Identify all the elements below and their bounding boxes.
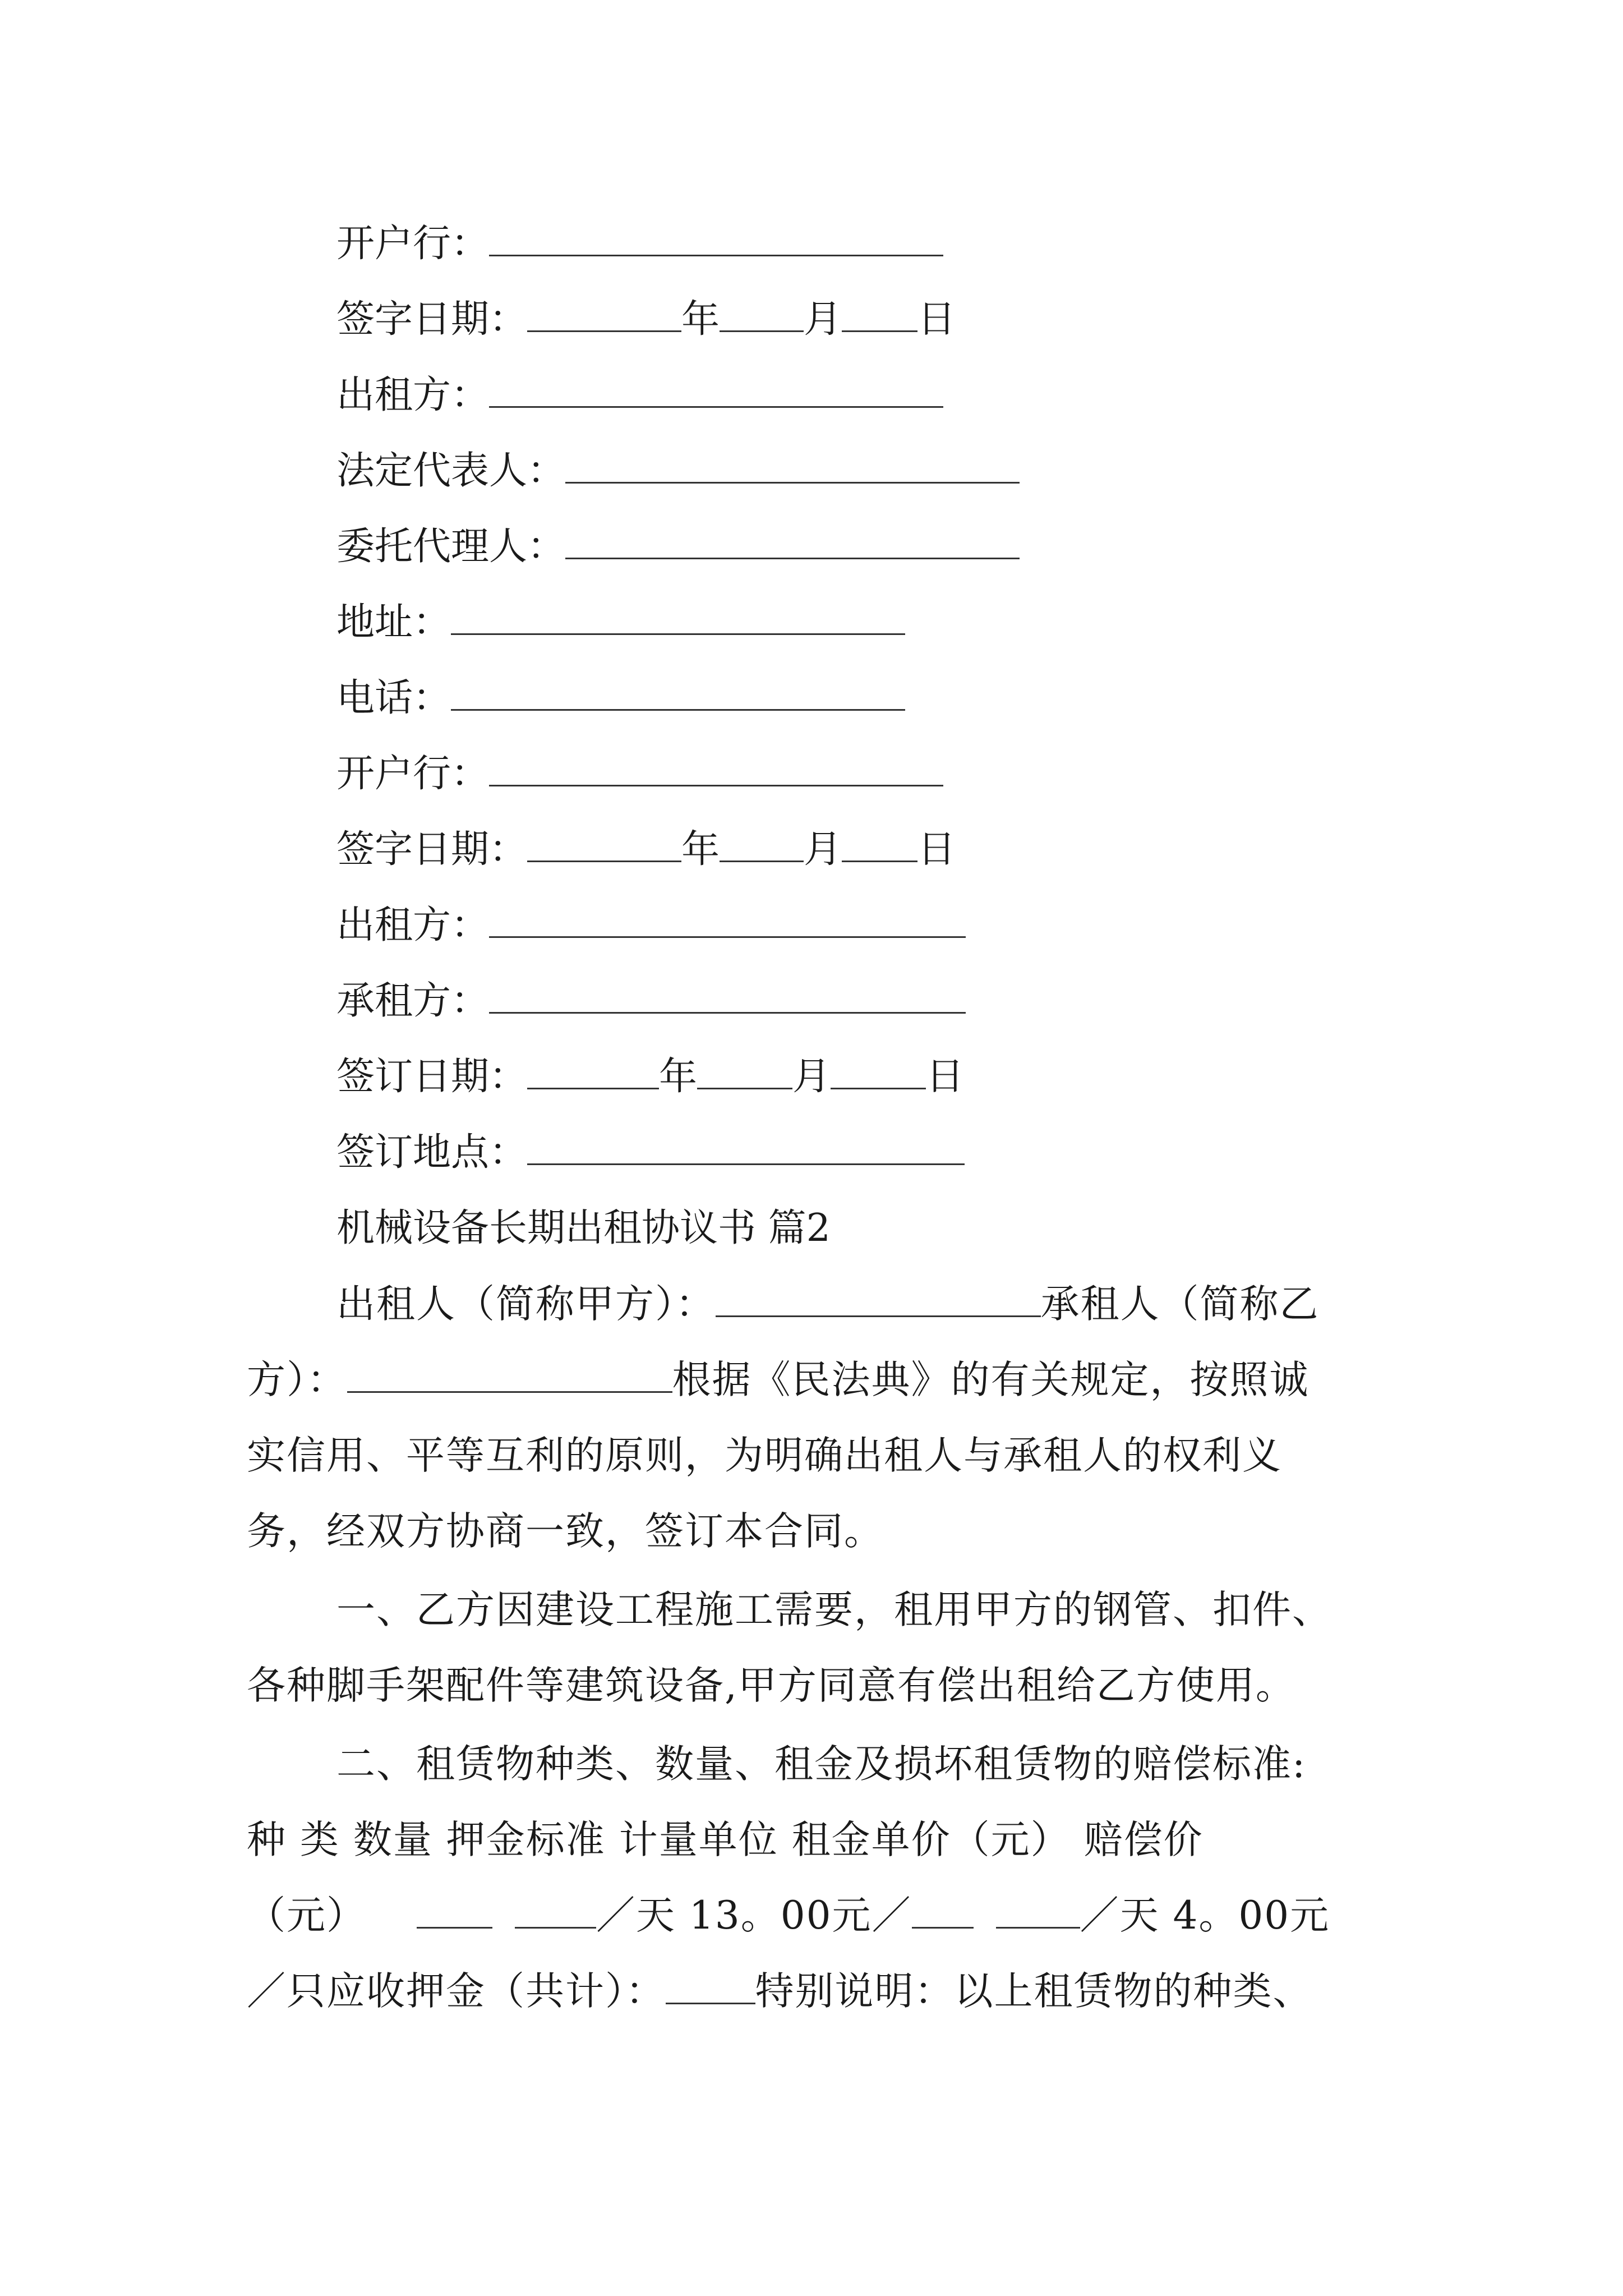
month-blank-2[interactable] bbox=[720, 829, 804, 862]
year-label: 年 bbox=[681, 297, 720, 342]
deposit-total-blank[interactable] bbox=[666, 1971, 755, 2004]
lessor-blank-2[interactable] bbox=[489, 905, 966, 938]
intro-line-2 bbox=[247, 1358, 1310, 1402]
intro-line-3: 实信用、平等互利的原则，为明确出租人与承租人的权利义 bbox=[247, 1433, 1282, 1478]
year-blank[interactable] bbox=[527, 299, 681, 332]
lessor-label: 出租人（简称甲方）： bbox=[336, 1282, 716, 1327]
field-label: 开户行： bbox=[336, 752, 490, 796]
deposit-total-label: ／只应收押金（共计）： bbox=[247, 1969, 666, 2014]
legal-rep-blank[interactable] bbox=[565, 450, 1020, 484]
day-label: 日 bbox=[917, 297, 956, 342]
year-blank-3[interactable] bbox=[527, 1056, 659, 1089]
clause-2-line-1: 二、租赁物种类、数量、租金及损坏租赁物的赔偿标准: bbox=[336, 1742, 1307, 1787]
lessee-label: 承租人（简称乙 bbox=[1040, 1282, 1320, 1327]
sign-date-field bbox=[336, 297, 956, 342]
year-label: 年 bbox=[659, 1055, 698, 1099]
table-row-2 bbox=[247, 1969, 1313, 2014]
intro-text: 方）： bbox=[247, 1358, 347, 1402]
month-label: 月 bbox=[804, 827, 842, 872]
agent-field bbox=[336, 524, 1020, 569]
bank-blank[interactable] bbox=[489, 223, 943, 256]
field-label: 委托代理人： bbox=[336, 524, 566, 569]
legal-rep-field bbox=[336, 449, 1020, 494]
day-label: 日 bbox=[917, 827, 956, 872]
day-blank-3[interactable] bbox=[831, 1056, 926, 1089]
field-label: 承租方： bbox=[336, 979, 490, 1023]
month-label: 月 bbox=[804, 297, 842, 342]
field-label: 电话： bbox=[336, 676, 451, 720]
item-blank[interactable] bbox=[912, 1895, 974, 1929]
phone-blank[interactable] bbox=[451, 678, 905, 711]
field-label: 签字日期： bbox=[336, 827, 528, 872]
field-label: 签订地点： bbox=[336, 1130, 528, 1175]
field-label: 出租方： bbox=[336, 373, 490, 417]
year-blank-2[interactable] bbox=[527, 829, 681, 862]
item-blank-2[interactable] bbox=[996, 1895, 1080, 1929]
month-blank-3[interactable] bbox=[697, 1056, 792, 1089]
day-label: 日 bbox=[926, 1055, 965, 1099]
field-label: 签字日期： bbox=[336, 297, 528, 342]
lessee-blank[interactable] bbox=[489, 981, 966, 1014]
section-title: 机械设备长期出租协议书 篇2 bbox=[336, 1206, 831, 1250]
agent-blank[interactable] bbox=[565, 526, 1020, 559]
intro-text: 根据《民法典》的有关规定，按照诚 bbox=[672, 1358, 1310, 1402]
unit-text: （元） bbox=[247, 1893, 366, 1938]
lessor-field-2 bbox=[336, 903, 966, 948]
address-blank[interactable] bbox=[451, 602, 905, 635]
lessor-blank[interactable] bbox=[489, 375, 943, 408]
field-label: 法定代表人： bbox=[336, 449, 566, 493]
rent-text: ／天 4。00元 bbox=[1080, 1893, 1330, 1938]
special-note-text: 特别说明：以上租赁物的种类、 bbox=[755, 1969, 1313, 2014]
clause-1-line-2: 各种脚手架配件等建筑设备,甲方同意有偿出租给乙方使用。 bbox=[247, 1663, 1295, 1708]
qty-blank[interactable] bbox=[417, 1895, 492, 1929]
phone-field bbox=[336, 676, 905, 721]
lessee-name-blank[interactable] bbox=[347, 1360, 672, 1393]
field-label: 开户行： bbox=[336, 222, 490, 266]
field-label: 出租方： bbox=[336, 903, 490, 947]
lessor-field bbox=[336, 373, 943, 418]
bank-field-2 bbox=[336, 752, 943, 797]
bank-blank-2[interactable] bbox=[489, 753, 943, 786]
address-field bbox=[336, 600, 905, 645]
day-blank[interactable] bbox=[842, 299, 917, 332]
bank-field bbox=[336, 222, 943, 266]
year-label: 年 bbox=[681, 827, 720, 872]
day-blank-2[interactable] bbox=[842, 829, 917, 862]
month-blank[interactable] bbox=[720, 299, 804, 332]
intro-line-1 bbox=[336, 1282, 1320, 1327]
field-label: 地址： bbox=[336, 600, 451, 645]
sign-date-field-3 bbox=[336, 1055, 964, 1099]
deposit-blank[interactable] bbox=[515, 1895, 596, 1929]
clause-1-line-1: 一、乙方因建设工程施工需要，租用甲方的钢管、扣件、 bbox=[336, 1588, 1332, 1632]
lessor-name-blank[interactable] bbox=[716, 1284, 1041, 1317]
sign-date-field-2 bbox=[336, 827, 956, 872]
table-header-line: 种 类 数量 押金标准 计量单位 租金单价（元） 赔偿价 bbox=[247, 1818, 1204, 1862]
field-label: 签订日期： bbox=[336, 1055, 528, 1099]
sign-place-field bbox=[336, 1130, 965, 1175]
month-label: 月 bbox=[792, 1055, 831, 1099]
lessee-field bbox=[336, 979, 966, 1024]
intro-line-4: 务，经双方协商一致，签订本合同。 bbox=[247, 1509, 884, 1554]
sign-place-blank[interactable] bbox=[527, 1132, 965, 1165]
rent-text: ／天 13。00元／ bbox=[596, 1893, 912, 1938]
table-row-1 bbox=[247, 1893, 1330, 1938]
